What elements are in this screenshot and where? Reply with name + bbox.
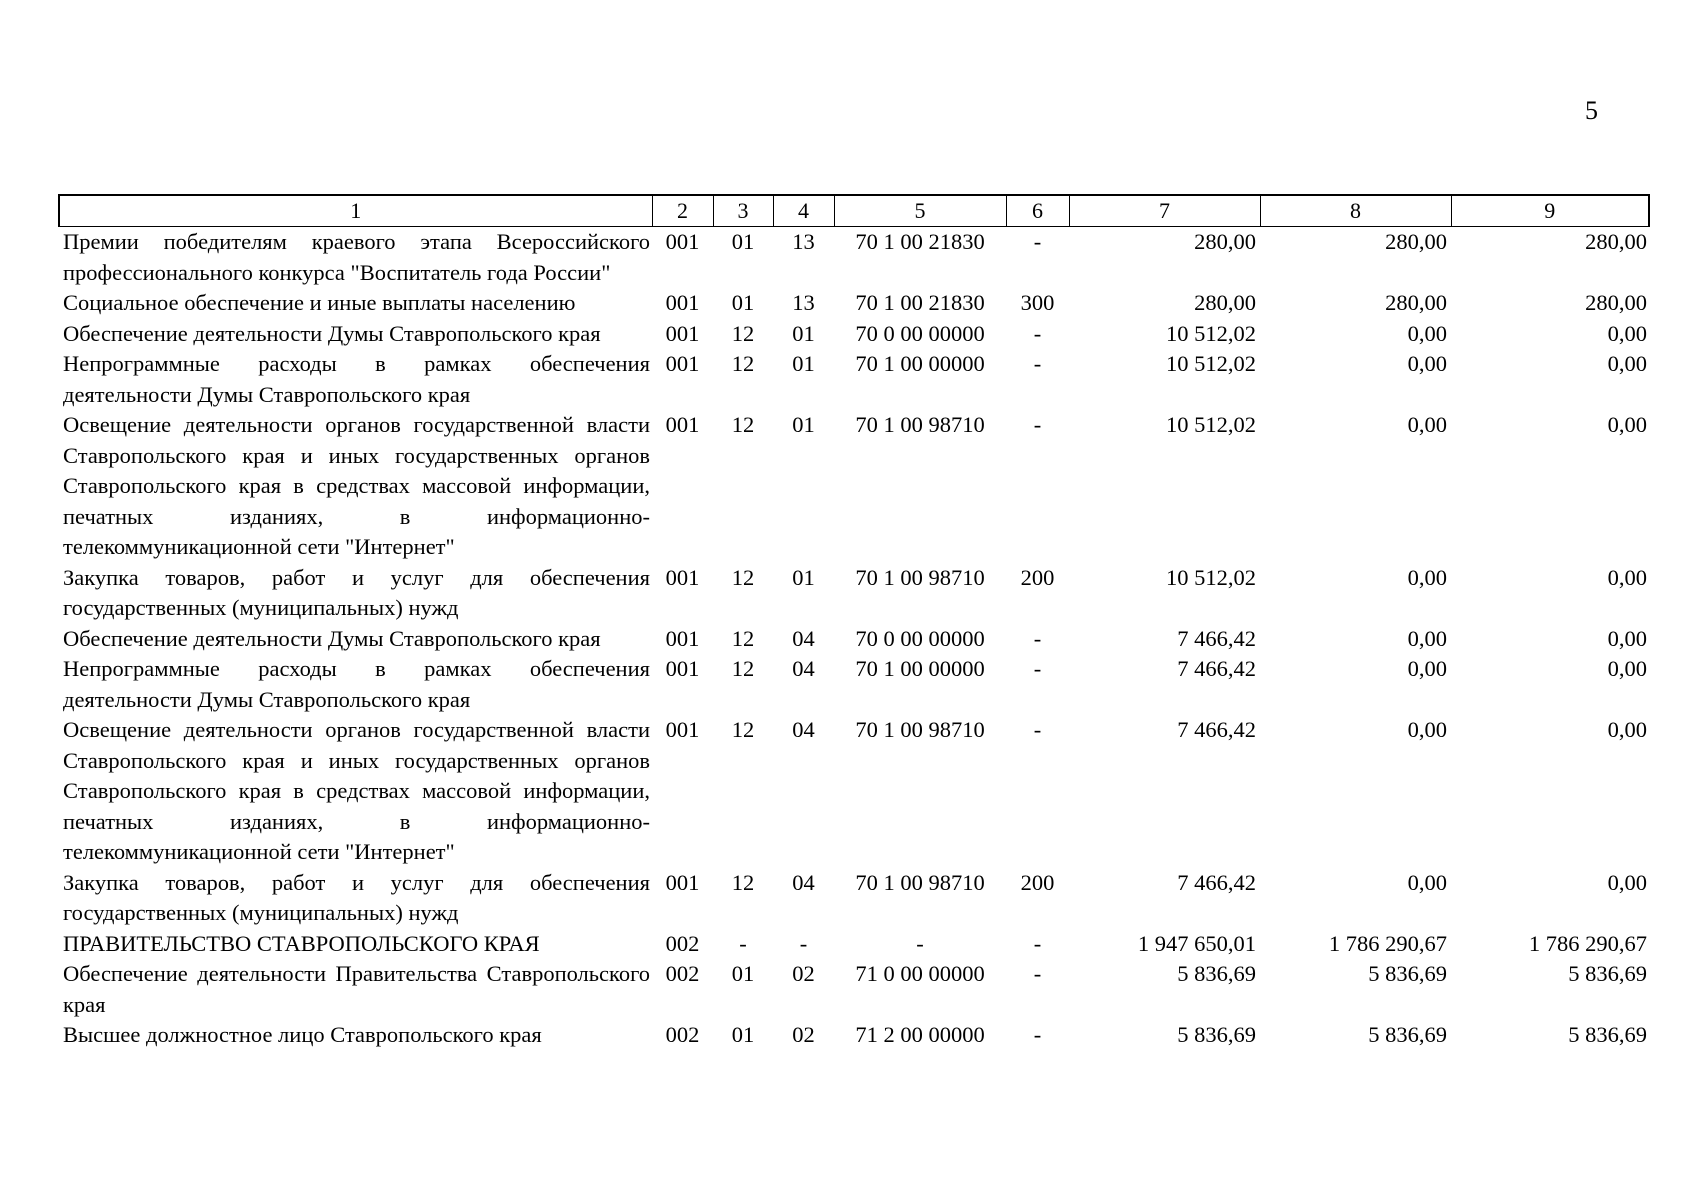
code-cell: 12 [731, 351, 755, 376]
row-name-cell: Непрограммные расходы в рамках обеспечения деятельности Думы Ставропольского края [63, 656, 650, 712]
code-cell: - [1033, 351, 1042, 376]
code-cell: - [916, 930, 924, 956]
amount-cell: 5 836,69 [1368, 1022, 1447, 1047]
code-cell: 04 [792, 717, 815, 742]
table-row [59, 1020, 1649, 1051]
code-cell: 12 [731, 625, 755, 651]
code-cell: 01 [792, 412, 815, 437]
amount-cell: 0,00 [1607, 564, 1647, 590]
code-cell: - [1033, 717, 1042, 742]
amount-cell: 10 512,02 [1166, 320, 1256, 346]
code-cell: 001 [665, 412, 700, 437]
code-cell: 70 1 00 00000 [855, 656, 985, 681]
code-cell: - [1033, 625, 1042, 651]
amount-cell: 5 836,69 [1177, 1022, 1256, 1047]
column-header: 9 [1451, 195, 1649, 227]
amount-cell: 0,00 [1407, 869, 1447, 895]
amount-cell: 0,00 [1607, 351, 1647, 376]
code-cell: 70 1 00 98710 [855, 717, 985, 742]
column-header: 7 [1069, 195, 1260, 227]
code-cell: 13 [792, 290, 815, 315]
row-name-cell: Закупка товаров, работ и услуг для обеспечения государственных (муниципальных) нужд [63, 869, 650, 925]
code-cell: - [1033, 1022, 1042, 1047]
code-cell: 70 1 00 98710 [855, 869, 985, 895]
amount-cell: 0,00 [1407, 656, 1447, 681]
code-cell: - [1033, 229, 1042, 254]
page-number: 5 [1585, 96, 1598, 125]
table-row [59, 715, 1649, 868]
table-header [59, 195, 1649, 227]
amount-cell: 10 512,02 [1166, 351, 1256, 376]
amount-cell: 280,00 [1194, 290, 1256, 315]
code-cell: 01 [792, 564, 815, 590]
table-row [59, 624, 1649, 655]
table-row [59, 959, 1649, 1020]
code-cell: 01 [731, 961, 755, 986]
amount-cell: 0,00 [1407, 351, 1447, 376]
code-cell: 12 [731, 869, 755, 895]
table-row [59, 929, 1649, 960]
code-cell: 70 1 00 98710 [855, 412, 985, 437]
code-cell: 200 [1020, 869, 1055, 895]
code-cell: 71 0 00 00000 [855, 961, 985, 986]
code-cell: 01 [731, 290, 755, 315]
amount-cell: 10 512,02 [1166, 412, 1256, 437]
table-row [59, 319, 1649, 350]
amount-cell: 10 512,02 [1166, 564, 1256, 590]
code-cell: - [1033, 961, 1042, 986]
code-cell: 001 [665, 229, 700, 254]
column-header: 3 [713, 195, 773, 227]
code-cell: 70 1 00 21830 [855, 229, 985, 254]
code-cell: 001 [665, 351, 700, 376]
row-name-cell: Социальное обеспечение и иные выплаты населению [63, 290, 576, 315]
code-cell: - [739, 930, 747, 956]
amount-cell: 280,00 [1194, 229, 1256, 254]
table-row [59, 868, 1649, 929]
code-cell: 12 [731, 564, 755, 590]
amount-cell: 280,00 [1385, 290, 1447, 315]
row-name-cell: ПРАВИТЕЛЬСТВО СТАВРОПОЛЬСКОГО КРАЯ [63, 930, 540, 956]
amount-cell: 0,00 [1607, 869, 1647, 895]
amount-cell: 7 466,42 [1177, 625, 1256, 651]
code-cell: 12 [731, 412, 755, 437]
amount-cell: 0,00 [1407, 625, 1447, 651]
amount-cell: 0,00 [1607, 320, 1647, 346]
code-cell: 300 [1020, 290, 1055, 315]
amount-cell: 5 836,69 [1177, 961, 1256, 986]
row-name-cell: Премии победителям краевого этапа Всероссийского профессионального конкурса "Воспитатель года России" [63, 229, 650, 285]
amount-cell: 0,00 [1607, 412, 1647, 437]
row-name-cell: Обеспечение деятельности Думы Ставропольского края [63, 625, 601, 651]
code-cell: 71 2 00 00000 [855, 1022, 985, 1047]
code-cell: 02 [792, 1022, 815, 1047]
code-cell: 01 [792, 351, 815, 376]
amount-cell: 7 466,42 [1177, 869, 1256, 895]
code-cell: 002 [665, 1022, 700, 1047]
code-cell: 70 0 00 00000 [855, 625, 985, 651]
amount-cell: 1 786 290,67 [1528, 930, 1647, 956]
code-cell: - [1033, 412, 1042, 437]
amount-cell: 5 836,69 [1368, 961, 1447, 986]
column-header: 6 [1006, 195, 1069, 227]
table-body [59, 227, 1649, 1051]
amount-cell: 0,00 [1407, 320, 1447, 346]
code-cell: 01 [731, 229, 755, 254]
column-header: 8 [1260, 195, 1451, 227]
amount-cell: 280,00 [1385, 229, 1447, 254]
amount-cell: 280,00 [1585, 290, 1647, 315]
code-cell: 04 [792, 656, 815, 681]
code-cell: 02 [792, 961, 815, 986]
column-header: 1 [59, 195, 652, 227]
code-cell: 13 [792, 229, 815, 254]
amount-cell: 0,00 [1407, 564, 1447, 590]
code-cell: 001 [665, 290, 700, 315]
amount-cell: 0,00 [1407, 412, 1447, 437]
column-header: 5 [834, 195, 1006, 227]
column-number-row [59, 195, 1649, 227]
table-row [59, 349, 1649, 410]
code-cell: 001 [665, 625, 700, 651]
row-name-cell: Непрограммные расходы в рамках обеспечения деятельности Думы Ставропольского края [63, 351, 650, 407]
code-cell: - [799, 930, 808, 956]
code-cell: - [1033, 320, 1042, 346]
budget-table [58, 194, 1650, 1051]
amount-cell: 1 947 650,01 [1137, 930, 1256, 956]
row-name-cell: Высшее должностное лицо Ставропольского края [63, 1022, 542, 1047]
code-cell: 01 [731, 1022, 755, 1047]
table-row [59, 563, 1649, 624]
code-cell: 001 [665, 717, 700, 742]
table-row [59, 654, 1649, 715]
code-cell: 12 [731, 717, 755, 742]
code-cell: 002 [665, 961, 700, 986]
amount-cell: 0,00 [1607, 717, 1647, 742]
amount-cell: 0,00 [1607, 625, 1647, 651]
row-name-cell: Закупка товаров, работ и услуг для обеспечения государственных (муниципальных) нужд [63, 564, 650, 620]
code-cell: 04 [792, 869, 815, 895]
code-cell: 70 0 00 00000 [855, 320, 985, 346]
amount-cell: 7 466,42 [1177, 656, 1256, 681]
code-cell: 001 [665, 320, 700, 346]
code-cell: - [1033, 656, 1042, 681]
code-cell: 70 1 00 98710 [855, 564, 985, 590]
column-header: 4 [773, 195, 834, 227]
column-header: 2 [652, 195, 713, 227]
amount-cell: 5 836,69 [1568, 961, 1647, 986]
row-name-cell: Освещение деятельности органов государственной власти Ставропольского края и иных государственных органов Ставропольского края в средствах массовой информации, печатных изданиях, в информационно-телекоммуникационной сети "Интернет" [63, 717, 650, 864]
code-cell: 04 [792, 625, 815, 651]
amount-cell: 7 466,42 [1177, 717, 1256, 742]
amount-cell: 5 836,69 [1568, 1022, 1647, 1047]
row-name-cell: Обеспечение деятельности Правительства Ставропольского края [63, 961, 650, 1017]
row-name-cell: Обеспечение деятельности Думы Ставропольского края [63, 320, 601, 346]
code-cell: 01 [792, 320, 815, 346]
amount-cell: 280,00 [1585, 229, 1647, 254]
code-cell: 002 [665, 930, 700, 956]
code-cell: 12 [731, 656, 755, 681]
code-cell: 001 [665, 656, 700, 681]
code-cell: 200 [1020, 564, 1055, 590]
code-cell: 12 [731, 320, 755, 346]
code-cell: - [1033, 930, 1042, 956]
amount-cell: 0,00 [1607, 656, 1647, 681]
code-cell: 001 [665, 564, 700, 590]
table-row [59, 288, 1649, 319]
table-row [59, 227, 1649, 289]
code-cell: 70 1 00 00000 [855, 351, 985, 376]
code-cell: 001 [665, 869, 700, 895]
row-name-cell: Освещение деятельности органов государственной власти Ставропольского края и иных государственных органов Ставропольского края в средствах массовой информации, печатных изданиях, в информационно-телекоммуникационной сети "Интернет" [63, 412, 650, 559]
amount-cell: 0,00 [1407, 717, 1447, 742]
code-cell: 70 1 00 21830 [855, 290, 985, 315]
amount-cell: 1 786 290,67 [1328, 930, 1447, 956]
table-row [59, 410, 1649, 563]
